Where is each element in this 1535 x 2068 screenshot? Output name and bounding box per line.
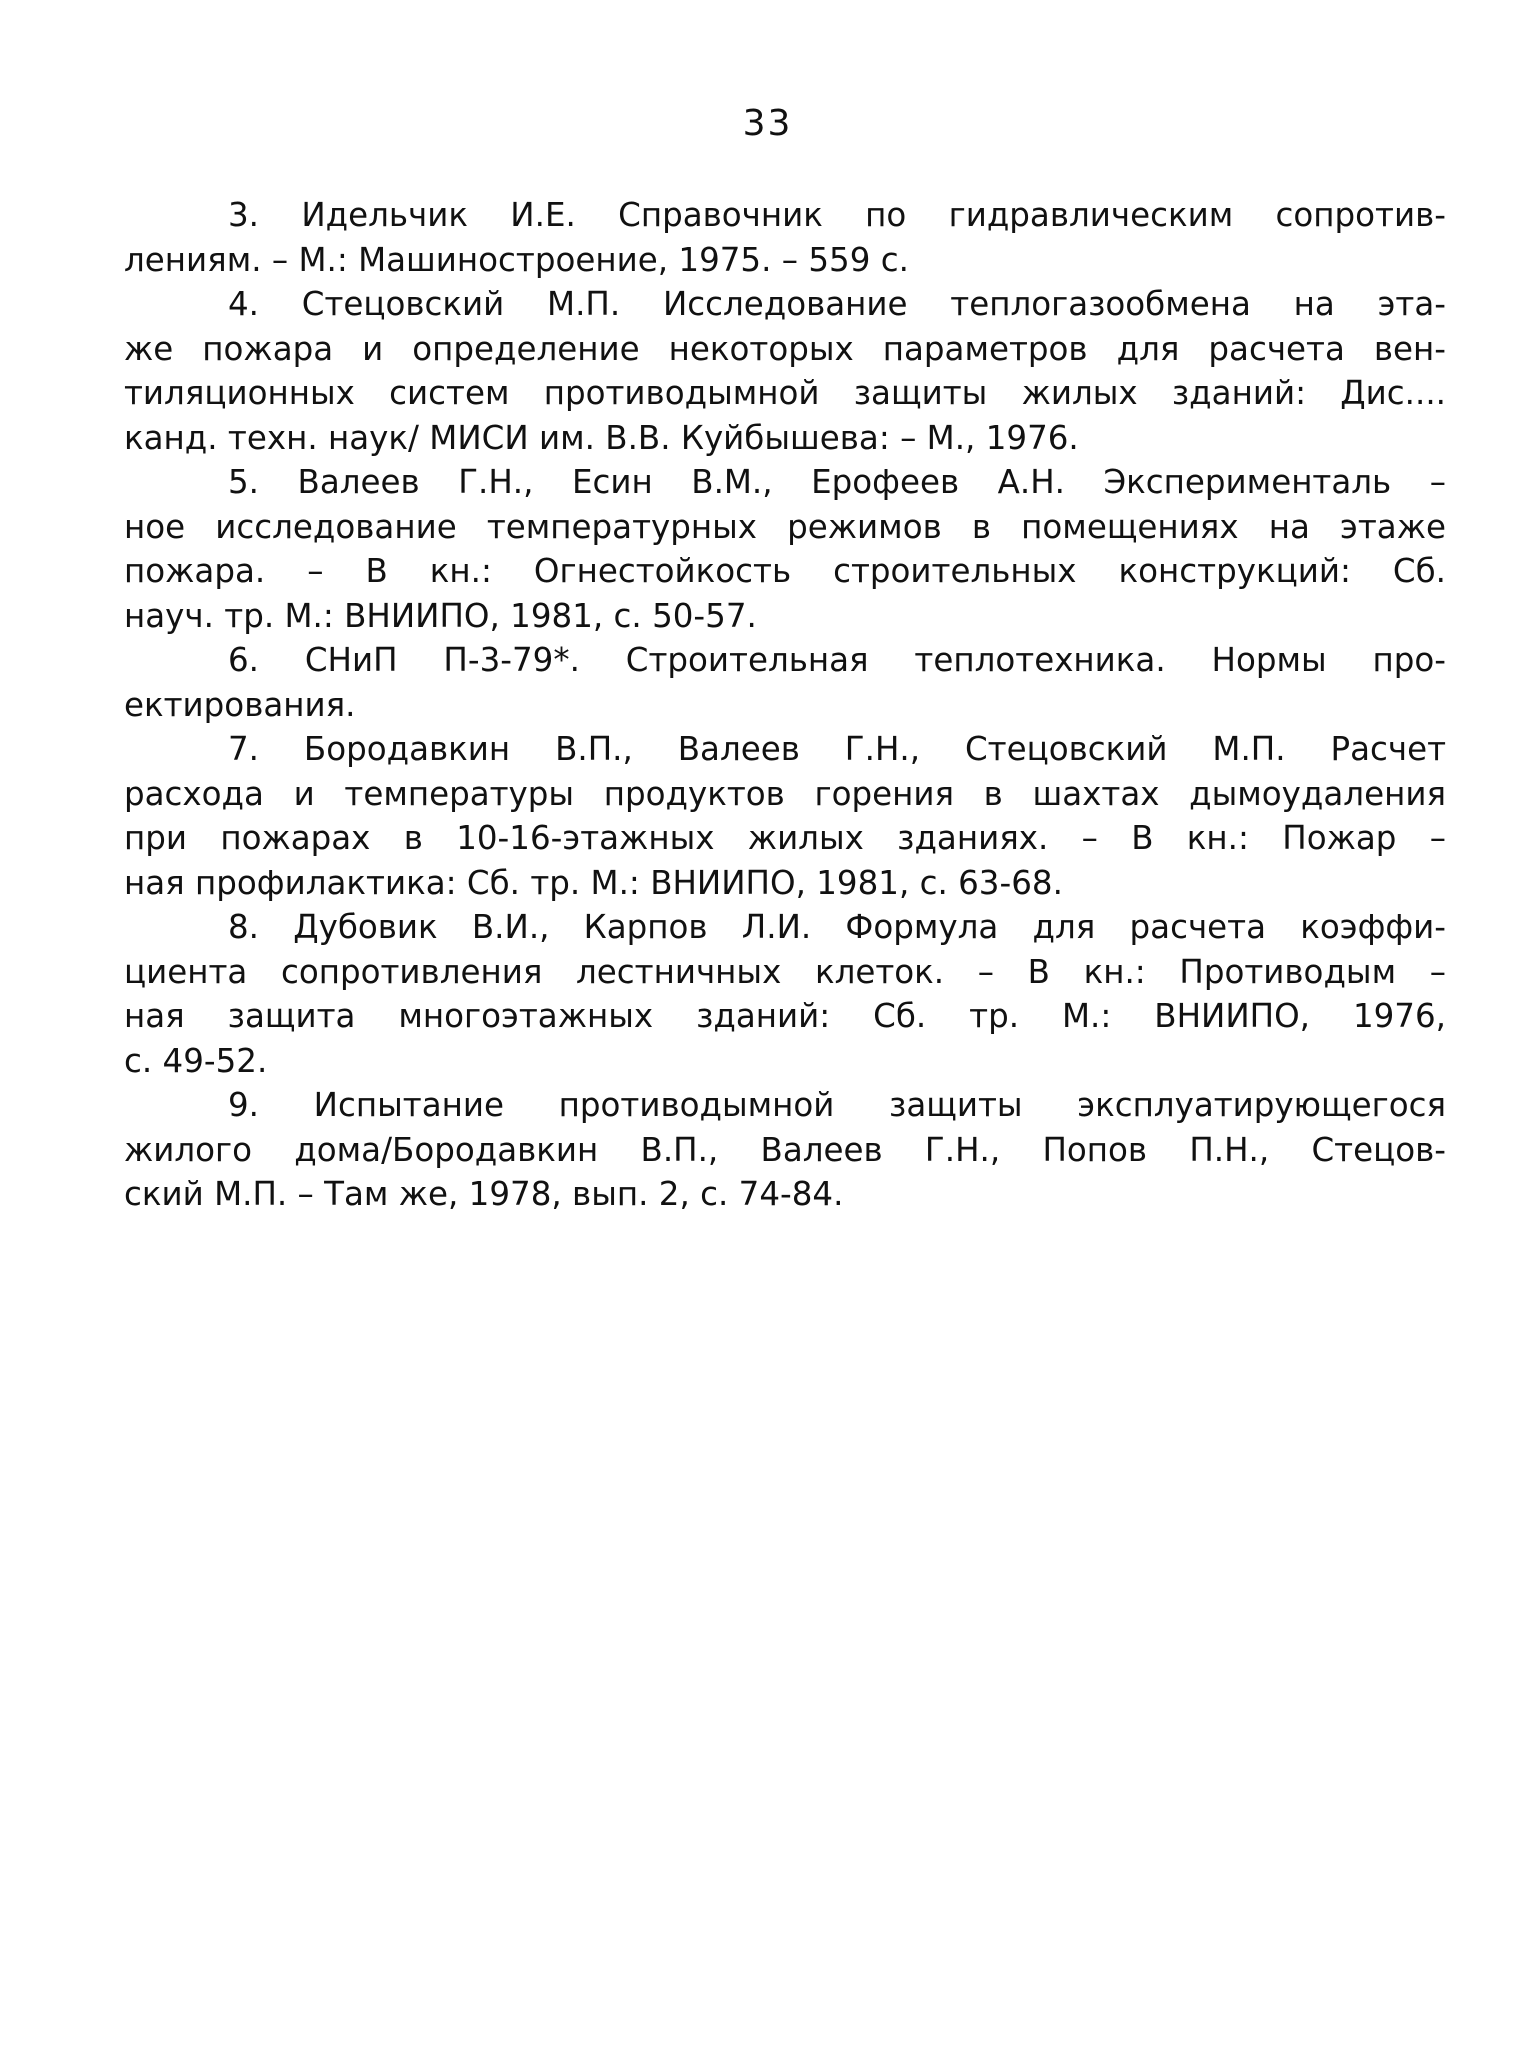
- reference-line: лениям. – М.: Машиностроение, 1975. – 559 с.: [124, 240, 909, 279]
- reference-line: ский М.П. – Там же, 1978, вып. 2, с. 74-84.: [124, 1175, 844, 1213]
- reference-item: [124, 460, 1446, 638]
- reference-line: ное исследование температурных режимов в помещениях на этаже: [124, 507, 1446, 546]
- reference-line: 7. Бородавкин В.П., Валеев Г.Н., Стецовский М.П. Расчет: [228, 730, 1446, 768]
- reference-line: тиляционных систем противодымной защиты жилых зданий: Дис....: [124, 374, 1446, 412]
- reference-line: 3. Идельчик И.Е. Справочник по гидравлическим сопротив-: [228, 196, 1446, 234]
- reference-line: расхода и температуры продуктов горения в шахтах дымоудаления: [124, 774, 1446, 813]
- reference-item: [124, 193, 1446, 282]
- reference-line: с. 49-52.: [124, 1041, 268, 1080]
- reference-item: [124, 1083, 1446, 1217]
- reference-line: науч. тр. М.: ВНИИПО, 1981, с. 50-57.: [124, 596, 757, 635]
- reference-line: 6. СНиП П-3-79*. Строительная теплотехника. Нормы про-: [228, 641, 1446, 679]
- reference-line: жилого дома/Бородавкин В.П., Валеев Г.Н., Попов П.Н., Стецов-: [124, 1130, 1446, 1169]
- reference-line: ектирования.: [124, 685, 356, 724]
- reference-list: [124, 193, 1446, 1217]
- reference-line: ная профилактика: Сб. тр. М.: ВНИИПО, 1981, с. 63-68.: [124, 863, 1063, 902]
- reference-item: [124, 638, 1446, 727]
- reference-line: циента сопротивления лестничных клеток. – В кн.: Противодым –: [124, 952, 1446, 991]
- reference-line: 9. Испытание противодымной защиты эксплуатирующегося: [228, 1086, 1446, 1124]
- reference-item: [124, 282, 1446, 460]
- reference-line: 4. Стецовский М.П. Исследование теплогазообмена на эта-: [228, 285, 1446, 323]
- reference-line: 5. Валеев Г.Н., Есин В.М., Ерофеев А.Н. Эксперименталь –: [228, 463, 1446, 501]
- reference-item: [124, 905, 1446, 1083]
- reference-line: канд. техн. наук/ МИСИ им. В.В. Куйбышева: – М., 1976.: [124, 418, 1079, 457]
- page-number: 33: [742, 103, 793, 144]
- reference-line: при пожарах в 10-16-этажных жилых зданиях. – В кн.: Пожар –: [124, 819, 1446, 857]
- reference-line: 8. Дубовик В.И., Карпов Л.И. Формула для расчета коэффи-: [228, 908, 1446, 946]
- reference-line: ная защита многоэтажных зданий: Сб. тр. М.: ВНИИПО, 1976,: [124, 997, 1446, 1035]
- reference-line: же пожара и определение некоторых параметров для расчета вен-: [124, 329, 1446, 368]
- reference-line: пожара. – В кн.: Огнестойкость строительных конструкций: Сб.: [124, 552, 1446, 590]
- reference-item: [124, 727, 1446, 905]
